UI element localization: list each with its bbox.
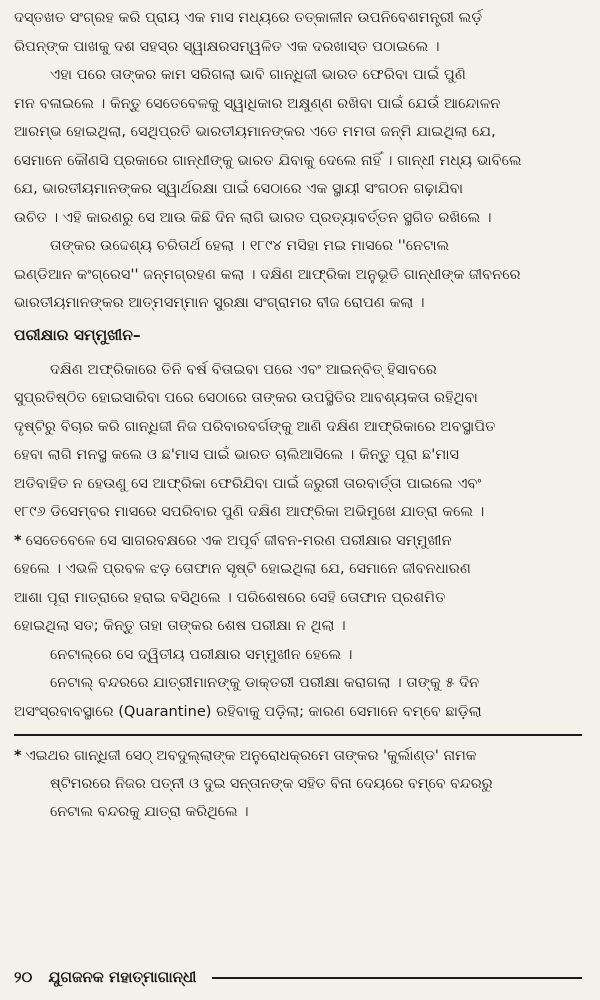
page-footer: [14, 968, 582, 986]
text-line: ନେଟାଲ୍‌ରେ ସେ ଦ୍ୱିତୀୟ ପରୀକ୍ଷାର ସମ୍ମୁଖୀନ ହେଲେ ।: [50, 645, 353, 663]
text-line: ମନ ବଳାଇଲେ । କିନ୍ତୁ ସେତେବେଳକୁ ସ୍ୱାଧିକାର ଅକ୍ଷୁଣ୍ଣ ରଖିବା ପାଇଁ ଯେଉଁ ଆନ୍ଦୋଳନ: [14, 94, 501, 112]
text-line: ଦକ୍ଷିଣ ଅଫ୍ରିକାରେ ତିନି ବର୍ଷ ବିତାଇବା ପରେ ଏବଂ ଆଇନ୍‌ବିତ୍ ହିସାବରେ: [50, 360, 437, 378]
footnote-marker: *: [14, 531, 22, 549]
footer-rule: [212, 977, 582, 979]
footnote-line: ନେଟାଲ ବନ୍ଦରକୁ ଯାତ୍ରା କରିଥିଲେ ।: [50, 804, 249, 820]
paragraph-4: [14, 356, 582, 527]
text-line: ତାଙ୍କର ଉଦ୍ଦେଶ୍ୟ ଚରିତାର୍ଥ ହେଲା । ୧୮୯୪ ମସିହା ମଇ ମାସରେ ''ନେଟାଲ: [50, 237, 450, 254]
paragraph-6: [14, 641, 582, 670]
footnote-marker: *: [14, 748, 22, 764]
text-line: ଆଶା ପୂରା ମାତ୍ରାରେ ହରାଇ ବସିଥିଲେ । ପରିଶେଷରେ ସେହି ତୋଫାନ ପ୍ରଶମିତ: [14, 588, 446, 606]
paragraph-5: [14, 527, 582, 641]
text-line: ଆରମ୍ଭ ହୋଇଥିଲା, ସେଥିପ୍ରତି ଭାରତୀୟମାନଙ୍କର ଏତେ ମମତା ଜନ୍ମି ଯାଇଥିଲା ଯେ,: [14, 123, 496, 140]
text-line: ଏହା ପରେ ତାଙ୍କର କାମ ସରିଗଲା ଭାବି ଗାନ୍ଧିଜୀ ଭାରତ ଫେରିବା ପାଇଁ ପୁଣି: [50, 66, 466, 83]
footnote: [14, 742, 582, 826]
text-line: ଇଣ୍ଡିଆନ କଂଗ୍ରେସ'' ଜନ୍ମଗ୍ରହଣ କଲା । ଦକ୍ଷିଣ ଆଫ୍ରିକା ଅନୁଭୂତି ଗାନ୍ଧୀଙ୍କ ଜୀବନରେ: [14, 265, 521, 283]
text-line: ସେମାନେ କୌଣସି ପ୍ରକାରେ ଗାନ୍ଧୀଙ୍କୁ ଭାରତ ଯିବାକୁ ଦେଲେ ନାହିଁ । ଗାନ୍ଧୀ ମଧ୍ୟ ଭାବିଲେ: [14, 151, 522, 169]
text-line: ହେଲେ । ଏଭଳି ପ୍ରବଳ ଝଡ଼ ତୋଫାନ ସୃଷ୍ଟି ହୋଇଥିଲା ଯେ, ସେମାନେ ଜୀବନଧାରଣ: [14, 560, 471, 577]
text-line: ଯେ, ଭାରତୀୟମାନଙ୍କର ସ୍ୱାର୍ଥରକ୍ଷା ପାଇଁ ସେଠାରେ ଏକ ସ୍ଥାୟୀ ସଂଗଠନ ଗଢ଼ାଯିବା: [14, 180, 464, 197]
paragraph-1: [14, 4, 582, 61]
text-line: ହେବା ଲାଗି ମନସ୍ଥ କଲେ ଓ ଛ'ମାସ ପାଇଁ ଭାରତ ଚାଲିଆସିଲେ । କିନ୍ତୁ ପୂରା ଛ'ମାସ: [14, 446, 460, 463]
footnote-line: ଷ୍ଟିମରରେ ନିଜର ପତ୍ନୀ ଓ ଦୁଇ ସନ୍ତାନଙ୍କ ସହିତ ବିନା ଦେୟରେ ବମ୍ବେ ବନ୍ଦରରୁ: [50, 776, 493, 792]
paragraph-7: [14, 669, 582, 726]
footnote-line: ଏଇଥର ଗାନ୍ଧିଜୀ ସେଠ୍ ଅବଦୁଲ୍ଲାଙ୍କ ଅନୁରୋଧକ୍ରମେ ତାଙ୍କର 'କୁର୍ଲାଣ୍ଡ' ନାମକ: [25, 748, 477, 764]
paragraph-3: [14, 232, 582, 318]
footnote-divider: [14, 734, 582, 736]
text-line: ସେତେବେଳେ ସେ ସାଗରବକ୍ଷରେ ଏକ ଅପୂର୍ବ ଜୀବନ-ମରଣ ପରୀକ୍ଷାର ସମ୍ମୁଖୀନ: [25, 531, 452, 549]
text-line: ଦୃଷ୍ଟିରୁ ବିଚାର କରି ଗାନ୍ଧିଜୀ ନିଜ ପରିବାରବର୍ଗଙ୍କୁ ଆଣି ଦକ୍ଷିଣ ଆଫ୍ରିକାରେ ଅବସ୍ଥାପିତ: [14, 417, 496, 435]
text-line: ଅସଂସ୍ରବାବସ୍ଥାରେ (Quarantine) ରହିବାକୁ ପଡ଼ିଲା; କାରଣ ସେମାନେ ବମ୍ବେ ଛାଡ଼ିଲା: [14, 702, 482, 720]
running-title: ଯୁଗଜନକ ମହାତ୍ମାଗାନ୍ଧୀ: [48, 968, 197, 986]
page-number: ୨୦: [14, 968, 33, 986]
text-line: ହୋଇଥିଲା ସତ; କିନ୍ତୁ ତାହା ତାଙ୍କର ଶେଷ ପରୀକ୍ଷା ନ ଥିଲା ।: [14, 617, 346, 634]
text-line: ଦସ୍ତଖତ ସଂଗ୍ରହ କରି ପ୍ରାୟ ଏକ ମାସ ମଧ୍ୟରେ ତତ୍‌କାଳୀନ ଉପନିବେଶମନ୍ତ୍ରୀ ଲର୍ଡ଼: [14, 9, 483, 26]
paragraph-2: [14, 61, 582, 232]
text-line: ରିପନ୍‌ଙ୍କ ପାଖକୁ ଦଶ ସହସ୍ର ସ୍ୱାକ୍ଷରସମ୍ୱଳିତ ଏକ ଦରଖାସ୍ତ ପଠାଇଲେ ।: [14, 37, 440, 55]
text-line: ୧୮୯୬ ଡିସେମ୍ବର ମାସରେ ସପରିବାର ପୁଣି ଦକ୍ଷିଣ ଆଫ୍ରିକା ଅଭିମୁଖେ ଯାତ୍ରା କଲେ ।: [14, 503, 485, 520]
text-line: ନେଟାଲ୍ ବନ୍ଦରରେ ଯାତ୍ରୀମାନଙ୍କୁ ଡାକ୍ତରୀ ପରୀକ୍ଷା କରାଗଲା । ତାଙ୍କୁ ୫ ଦିନ: [50, 674, 480, 691]
text-line: ଭାରତୀୟମାନଙ୍କର ଆତ୍ମସମ୍ମାନ ସୁରକ୍ଷା ସଂଗ୍ରାମର ବୀଜ ରୋପଣ କଲା ।: [14, 294, 425, 311]
text-line: ଉଚିତ । ଏହି କାରଣରୁ ସେ ଆଉ କିଛି ଦିନ ଲାଗି ଭାରତ ପ୍ରତ୍ୟାବର୍ତ୍ତନ ସ୍ଥଗିତ ରଖିଲେ ।: [14, 208, 492, 226]
section-heading: ପରୀକ୍ଷାର ସମ୍ମୁଖୀନ–: [14, 325, 141, 344]
text-line: ସୁପ୍ରତିଷ୍ଠିତ ହୋଇସାରିବା ପରେ ସେଠାରେ ତାଙ୍କର ଉପସ୍ଥିତିର ଆବଶ୍ୟକତା ରହିଥିବା: [14, 389, 478, 406]
text-line: ଅତିବାହିତ ନ ହେଉଣୁ ସେ ଆଫ୍ରିକା ଫେରିଯିବା ପାଇଁ ଜରୁରୀ ତାରବାର୍ତ୍ତା ପାଇଲେ ଏବଂ: [14, 474, 482, 492]
